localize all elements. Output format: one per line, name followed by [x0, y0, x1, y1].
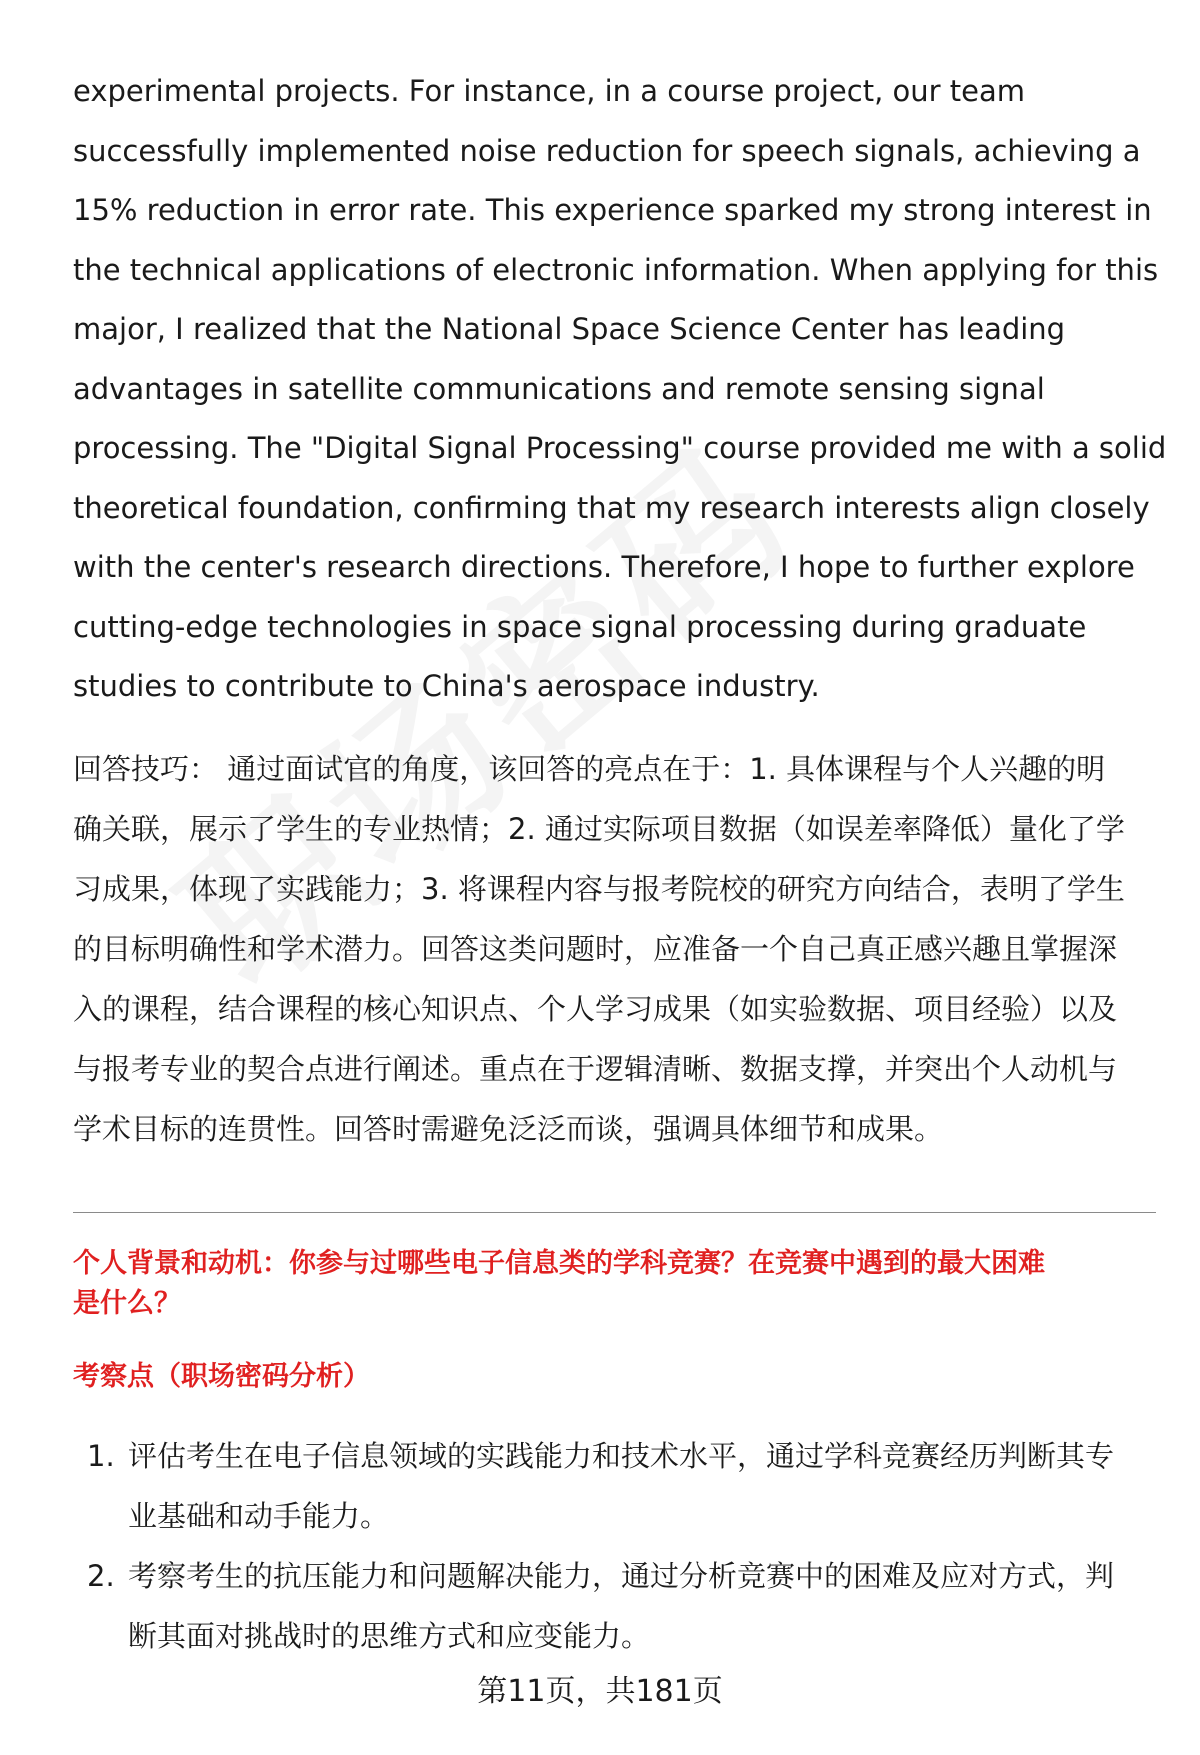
tips-line: 习成果，体现了实践能力；3. 将课程内容与报考院校的研究方向结合，表明了学生: [73, 871, 1125, 906]
tips-line: 确关联，展示了学生的专业热情；2. 通过实际项目数据（如误差率降低）量化了学: [73, 811, 1125, 846]
list-item-line: 断其面对挑战时的思维方式和应变能力。: [128, 1619, 651, 1653]
tips-line: 学术目标的连贯性。回答时需避免泛泛而谈，强调具体细节和成果。: [73, 1111, 944, 1146]
question-line: 个人背景和动机：你参与过哪些电子信息类的学科竞赛？在竞赛中遇到的最大困难: [73, 1248, 1045, 1279]
list-item-number: 1.: [87, 1439, 115, 1473]
tips-line: 入的课程，结合课程的核心知识点、个人学习成果（如实验数据、项目经验）以及: [73, 991, 1118, 1026]
english-answer-line: the technical applications of electronic information. When applying for this: [73, 252, 1159, 287]
english-answer-paragraph: [73, 62, 1167, 717]
list-item-line: 评估考生在电子信息领域的实践能力和技术水平，通过学科竞赛经历判断其专: [128, 1439, 1115, 1473]
question-heading: [73, 1244, 1163, 1324]
question-line: 是什么？: [73, 1288, 181, 1319]
tips-line: 的目标明确性和学术潜力。回答这类问题时，应准备一个自己真正感兴趣且掌握深: [73, 931, 1118, 966]
section-divider: [73, 1212, 1156, 1213]
assessment-points-heading: 考察点（职场密码分析）: [73, 1361, 370, 1392]
tips-line: 与报考专业的契合点进行阐述。重点在于逻辑清晰、数据支撑，并突出个人动机与: [73, 1051, 1118, 1086]
main-content: [73, 62, 1167, 1159]
english-answer-line: with the center's research directions. Therefore, I hope to further explore: [73, 550, 1135, 584]
assessment-points-list: [73, 1426, 1163, 1666]
english-answer-line: experimental projects. For instance, in a course project, our team: [73, 74, 1026, 108]
list-item: [73, 1426, 1163, 1546]
english-answer-line: theoretical foundation, confirming that my research interests align closely: [73, 490, 1150, 525]
english-answer-line: 15% reduction in error rate. This experience sparked my strong interest in: [73, 193, 1152, 227]
list-item-line: 考察考生的抗压能力和问题解决能力，通过分析竞赛中的困难及应对方式，判: [128, 1559, 1115, 1593]
english-answer-line: major, I realized that the National Space Science Center has leading: [73, 312, 1066, 346]
english-answer-line: processing. The "Digital Signal Processing" course provided me with a solid: [73, 431, 1167, 465]
tips-line: 回答技巧： 通过面试官的角度，该回答的亮点在于：1. 具体课程与个人兴趣的明: [73, 751, 1106, 786]
english-answer-line: cutting-edge technologies in space signal processing during graduate: [73, 609, 1087, 644]
answer-tips-paragraph: [73, 739, 1163, 1159]
page-number-footer: 第11页，共181页: [477, 1674, 723, 1709]
english-answer-line: advantages in satellite communications and remote sensing signal: [73, 371, 1045, 406]
list-item-number: 2.: [87, 1559, 115, 1593]
list-item-line: 业基础和动手能力。: [128, 1499, 390, 1533]
list-item: [73, 1546, 1163, 1666]
english-answer-line: studies to contribute to China's aerospace industry.: [73, 669, 820, 703]
english-answer-line: successfully implemented noise reduction for speech signals, achieving a: [73, 133, 1141, 168]
